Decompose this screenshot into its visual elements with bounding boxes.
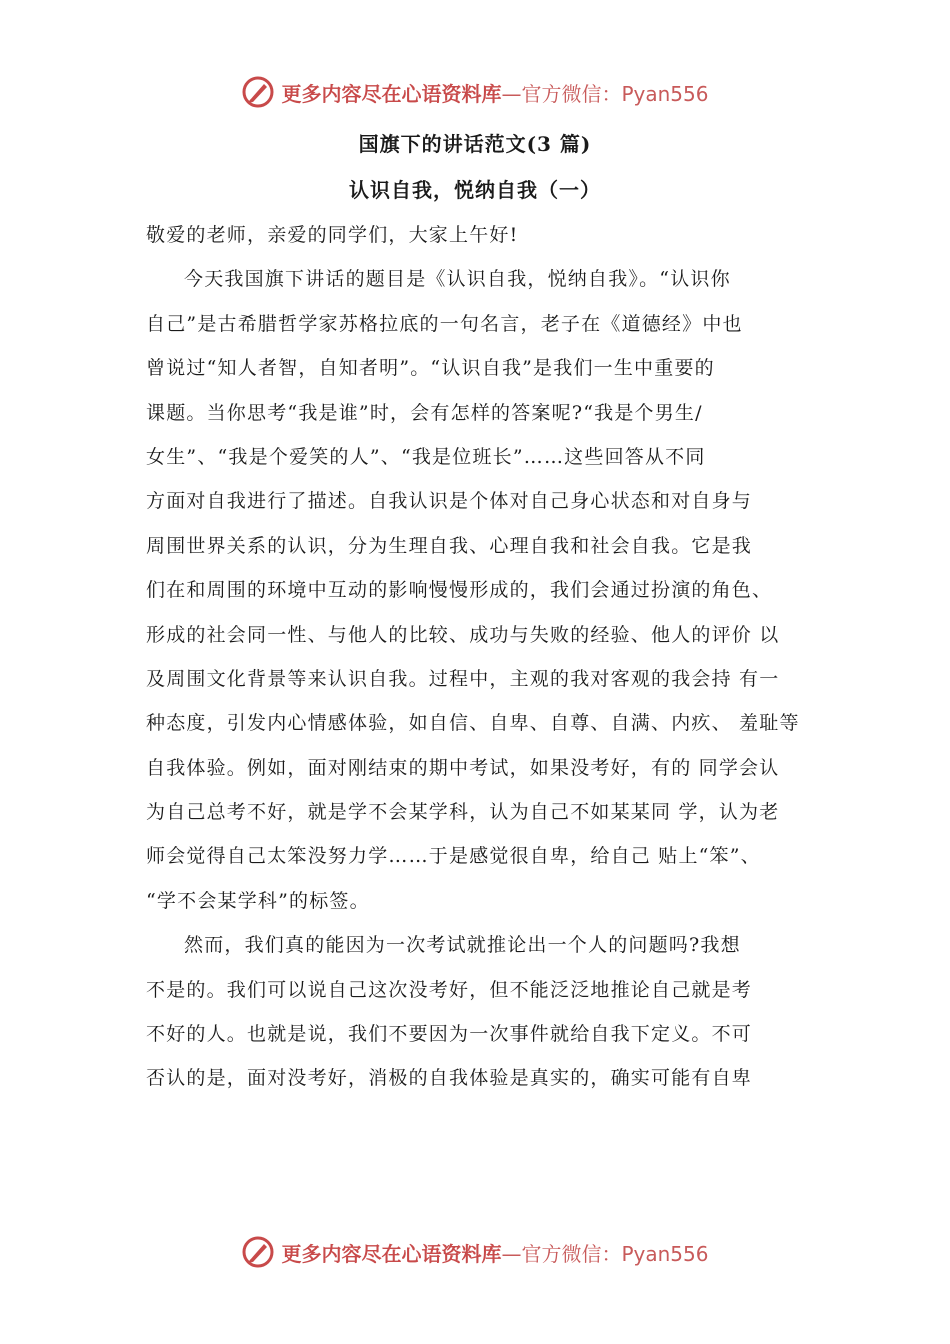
text-line: 课题。当你思考“我是谁”时，会有怎样的答案呢?“我是个男生/ (146, 401, 703, 424)
text-line: 敬爱的老师，亲爱的同学们，大家上午好! (146, 224, 519, 246)
text-line: 曾说过“知人者智，自知者明”。“认识自我”是我们一生中重要的 (146, 357, 715, 380)
text-line: 方面对自我进行了描述。自我认识是个体对自己身心状态和对自身与 (146, 490, 753, 513)
text-line: 及周围文化背景等来认识自我。过程中，主观的我对客观的我会持 有一 (146, 667, 780, 690)
banner-wechat-text: —官方微信：Pyan556 (501, 1241, 709, 1266)
text-line: 不是的。我们可以说自己这次没考好，但不能泛泛地推论自己就是考 (146, 978, 753, 1001)
text-line: 周围世界关系的认识，分为生理自我、心理自我和社会自我。它是我 (146, 534, 753, 557)
brush-logo-icon (241, 1235, 275, 1269)
text-line: 形成的社会同一性、与他人的比较、成功与失败的经验、他人的评价 以 (146, 623, 780, 646)
body-text (146, 218, 826, 1106)
text-line: 不好的人。也就是说，我们不要因为一次事件就给自我下定义。不可 (146, 1023, 753, 1046)
text-line: 为自己总考不好，就是学不会某学科，认为自己不如某某同 学，认为老 (146, 801, 780, 824)
document-title: 国旗下的讲话范文(3 篇) (358, 132, 592, 156)
text-line: 们在和周围的环境中互动的影响慢慢形成的，我们会通过扮演的角色、 (146, 579, 773, 602)
text-line: 师会觉得自己太笨没努力学……于是感觉很自卑，给自己 贴上“笨”、 (146, 845, 761, 868)
text-line: “学不会某学科”的标签。 (146, 889, 370, 912)
header-banner (0, 72, 950, 112)
brush-logo-icon (241, 75, 275, 109)
text-line: 然而，我们真的能因为一次考试就推论出一个人的问题吗?我想 (184, 934, 741, 957)
text-line: 今天我国旗下讲话的题目是《认识自我，悦纳自我》。“认识你 (184, 268, 731, 291)
banner-site-text: 更多内容尽在心语资料库—官方微信：Pyan556 (281, 81, 709, 106)
text-line: 自己”是古希腊哲学家苏格拉底的一句名言，老子在《道德经》中也 (146, 312, 743, 335)
footer-banner (0, 1232, 950, 1272)
section-title: 认识自我，悦纳自我（一） (349, 178, 601, 202)
text-line: 种态度，引发内心情感体验，如自信、自卑、自尊、自满、内疚、 羞耻等 (146, 712, 800, 735)
text-line: 女生”、“我是个爱笑的人”、“我是位班长”……这些回答从不同 (146, 445, 706, 468)
text-line: 否认的是，面对没考好，消极的自我体验是真实的，确实可能有自卑 (146, 1067, 753, 1090)
text-line: 自我体验。例如，面对刚结束的期中考试，如果没考好，有的 同学会认 (146, 756, 780, 779)
banner-wechat-text: —官方微信：Pyan556 (501, 81, 709, 106)
banner-site-text: 更多内容尽在心语资料库—官方微信：Pyan556 (281, 1241, 709, 1266)
